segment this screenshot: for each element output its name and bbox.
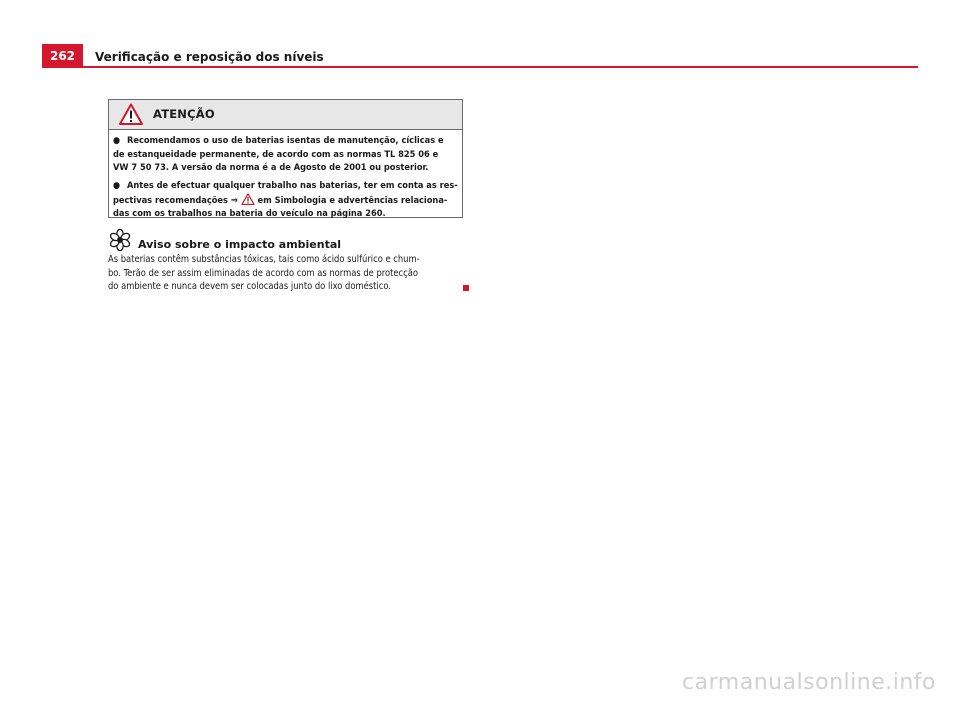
inline-warning-icon[interactable] — [241, 193, 255, 205]
flower-environment-icon — [108, 228, 132, 252]
warning-item-text: em Simbologia e advertências relaciona- — [257, 195, 448, 206]
environment-text-line: bo. Terão de ser assim eliminadas de acordo com as normas de protecção — [108, 267, 418, 279]
section-end-marker — [463, 285, 469, 291]
environment-text-line: do ambiente e nunca devem ser colocadas junto do lixo doméstico. — [108, 281, 391, 292]
warning-header — [109, 100, 462, 130]
header-rule — [42, 66, 918, 68]
warning-item — [113, 134, 456, 174]
warning-item-text: de estanqueidade permanente, de acordo com as normas TL 825 06 e — [113, 149, 439, 160]
warning-body — [109, 130, 462, 220]
warning-item — [113, 179, 456, 220]
bullet: ● — [113, 181, 121, 191]
warning-box — [108, 99, 463, 218]
warning-item-text: VW 7 50 73. A versão da norma é a de Agosto de 2001 ou posterior. — [113, 162, 429, 173]
bullet: ● — [113, 136, 121, 146]
warning-item-text: Recomendamos o uso de baterias isentas de manutenção, cíclicas e — [127, 135, 444, 146]
warning-item-text: pectivas recomendações ⇒ — [113, 195, 238, 206]
environment-title: Aviso sobre o impacto ambiental — [138, 238, 342, 251]
warning-item-text: das com os trabalhos na bateria do veículo na página 260. — [113, 208, 386, 219]
section-title: Verificação e reposição dos níveis — [95, 50, 324, 64]
environment-text-line: As baterias contêm substâncias tóxicas, tais como ácido sulfúrico e chum- — [108, 254, 420, 265]
environment-text — [108, 253, 420, 294]
warning-title: ATENÇÃO — [153, 107, 215, 121]
warning-triangle-icon — [119, 103, 143, 125]
page-number: 262 — [42, 44, 83, 68]
watermark: carmanualsonline.info — [682, 670, 936, 695]
warning-item-text: Antes de efectuar qualquer trabalho nas baterias, ter em conta as res- — [127, 180, 458, 191]
